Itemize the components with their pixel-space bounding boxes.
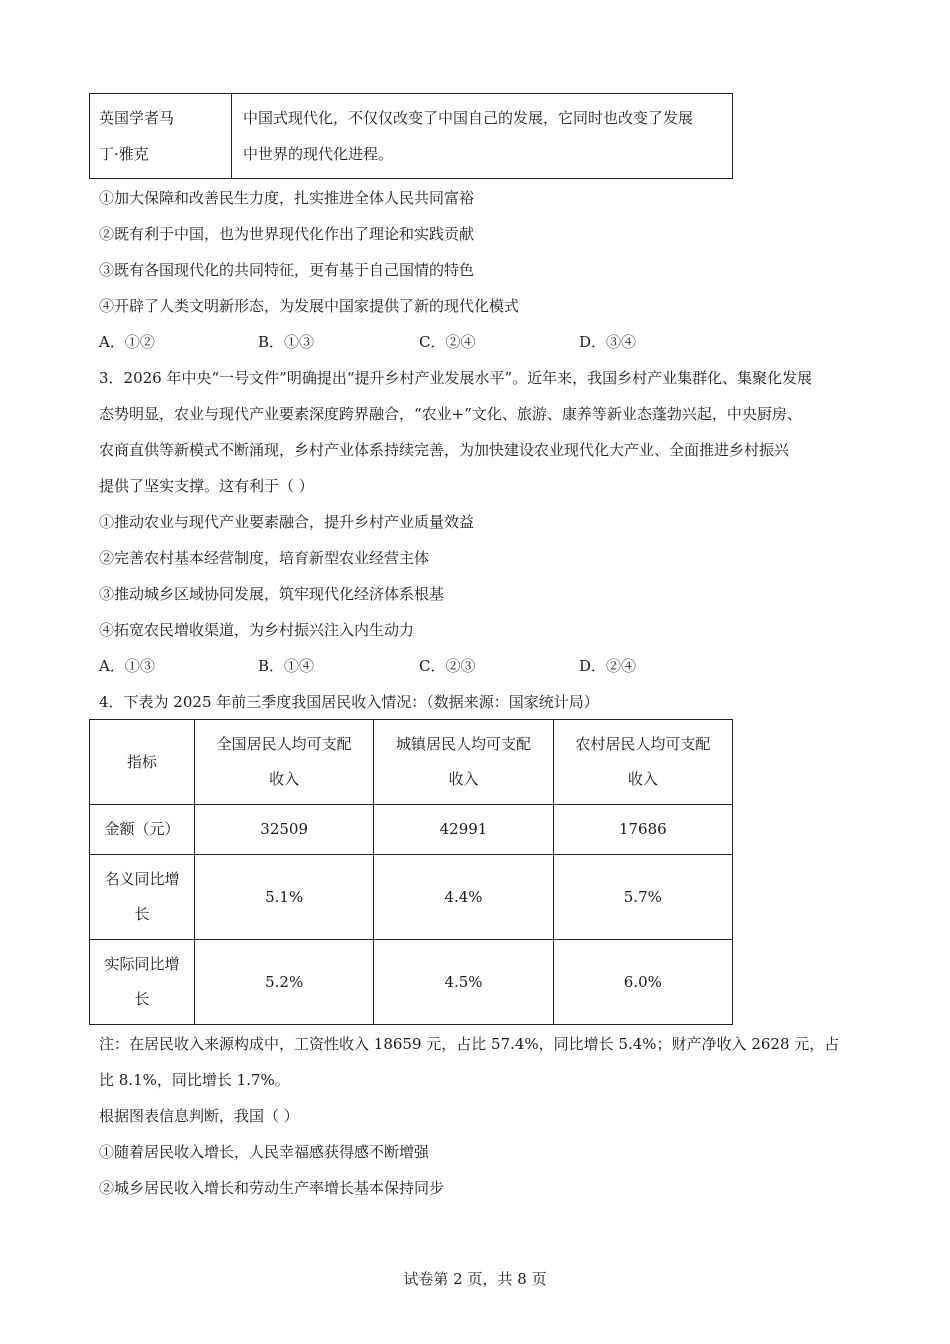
quote-source-line2: 丁·雅克	[99, 145, 149, 163]
table-row	[90, 805, 733, 855]
q2-statement-4: ④开辟了人类文明新形态，为发展中国家提供了新的现代化模式	[99, 297, 520, 315]
q2-option-c[interactable]: C．②④	[419, 333, 476, 351]
table-cell: 42991	[374, 805, 553, 855]
row-label-line2: 长	[134, 990, 150, 1008]
header-urban-line2: 收入	[448, 770, 479, 788]
q3-statement-2: ②完善农村基本经营制度，培育新型农业经营主体	[99, 549, 430, 567]
row-label-line2: 长	[134, 905, 150, 923]
table-cell: 17686	[553, 805, 732, 855]
q2-options	[99, 332, 699, 352]
table-cell: 5.1%	[195, 855, 374, 940]
table-cell: 6.0%	[553, 940, 732, 1025]
q2-option-a[interactable]: A．①②	[99, 333, 155, 351]
header-indicator: 指标	[90, 720, 195, 805]
income-table	[89, 719, 733, 1025]
q3-stem-line1: 3．2026 年中央“一号文件”明确提出“提升乡村产业发展水平”。近年来，我国乡村产业集群化、集聚化发展	[99, 369, 813, 387]
header-rural	[553, 720, 732, 805]
quote-content-cell	[232, 94, 733, 179]
header-national-line2: 收入	[269, 770, 300, 788]
table-cell: 32509	[195, 805, 374, 855]
table-cell: 4.5%	[374, 940, 553, 1025]
table-row	[90, 940, 733, 1025]
header-rural-line1: 农村居民人均可支配	[575, 735, 711, 753]
header-rural-line2: 收入	[627, 770, 658, 788]
q2-option-b[interactable]: B．①③	[258, 333, 315, 351]
q3-stem-line4: 提供了坚实支撑。这有利于（ ）	[99, 477, 314, 495]
table-cell: 5.2%	[195, 940, 374, 1025]
q2-option-d[interactable]: D．③④	[579, 333, 637, 351]
row-label-line1: 金额（元）	[104, 820, 180, 838]
quote-content-line2: 中世界的现代化进程。	[243, 145, 394, 163]
q3-stem-line2: 态势明显，农业与现代产业要素深度跨界融合，“农业+”文化、旅游、康养等新业态蓬勃兴起，中央厨房、	[99, 405, 802, 423]
header-urban	[374, 720, 553, 805]
table-cell: 5.7%	[553, 855, 732, 940]
q4-statement-1: ①随着居民收入增长，人民幸福感获得感不断增强	[99, 1143, 430, 1161]
q3-stem-line3: 农商直供等新模式不断涌现，乡村产业体系持续完善，为加快建设农业现代化大产业、全面推进乡村振兴	[99, 441, 790, 459]
row-label	[90, 855, 195, 940]
row-label-line1: 名义同比增	[104, 870, 180, 888]
table-header-row	[90, 720, 733, 805]
q4-intro: 4．下表为 2025 年前三季度我国居民收入情况：（数据来源：国家统计局）	[99, 693, 599, 711]
q3-option-c[interactable]: C．②③	[419, 657, 476, 675]
quote-content-line1: 中国式现代化，不仅仅改变了中国自己的发展，它同时也改变了发展	[243, 109, 694, 127]
q3-option-a[interactable]: A．①③	[99, 657, 155, 675]
q2-statement-3: ③既有各国现代化的共同特征，更有基于自己国情的特色	[99, 261, 475, 279]
q4-note-line2: 比 8.1%，同比增长 1.7%。	[99, 1071, 290, 1089]
row-label	[90, 805, 195, 855]
table-cell: 4.4%	[374, 855, 553, 940]
header-national-line1: 全国居民人均可支配	[216, 735, 352, 753]
header-national	[195, 720, 374, 805]
row-label-line1: 实际同比增	[104, 955, 180, 973]
table-row	[90, 855, 733, 940]
header-urban-line1: 城镇居民人均可支配	[395, 735, 531, 753]
q4-note-line1: 注：在居民收入来源构成中，工资性收入 18659 元，占比 57.4%，同比增长 5.4%；财产净收入 2628 元，占	[99, 1035, 840, 1053]
page-footer: 试卷第 2 页，共 8 页	[403, 1270, 547, 1288]
q3-option-b[interactable]: B．①④	[258, 657, 315, 675]
q3-option-d[interactable]: D．②④	[579, 657, 637, 675]
q3-statement-3: ③推动城乡区域协同发展，筑牢现代化经济体系根基	[99, 585, 445, 603]
q2-statement-1: ①加大保障和改善民生力度，扎实推进全体人民共同富裕	[99, 189, 475, 207]
q3-statement-1: ①推动农业与现代产业要素融合，提升乡村产业质量效益	[99, 513, 475, 531]
quote-source-line1: 英国学者马	[99, 109, 175, 127]
q4-question: 根据图表信息判断，我国（ ）	[99, 1107, 299, 1125]
quote-table	[89, 93, 733, 179]
q4-statement-2: ②城乡居民收入增长和劳动生产率增长基本保持同步	[99, 1179, 445, 1197]
q2-statement-2: ②既有利于中国，也为世界现代化作出了理论和实践贡献	[99, 225, 475, 243]
quote-source-cell	[90, 94, 232, 179]
row-label	[90, 940, 195, 1025]
q3-options	[99, 656, 699, 676]
q3-statement-4: ④拓宽农民增收渠道，为乡村振兴注入内生动力	[99, 621, 415, 639]
